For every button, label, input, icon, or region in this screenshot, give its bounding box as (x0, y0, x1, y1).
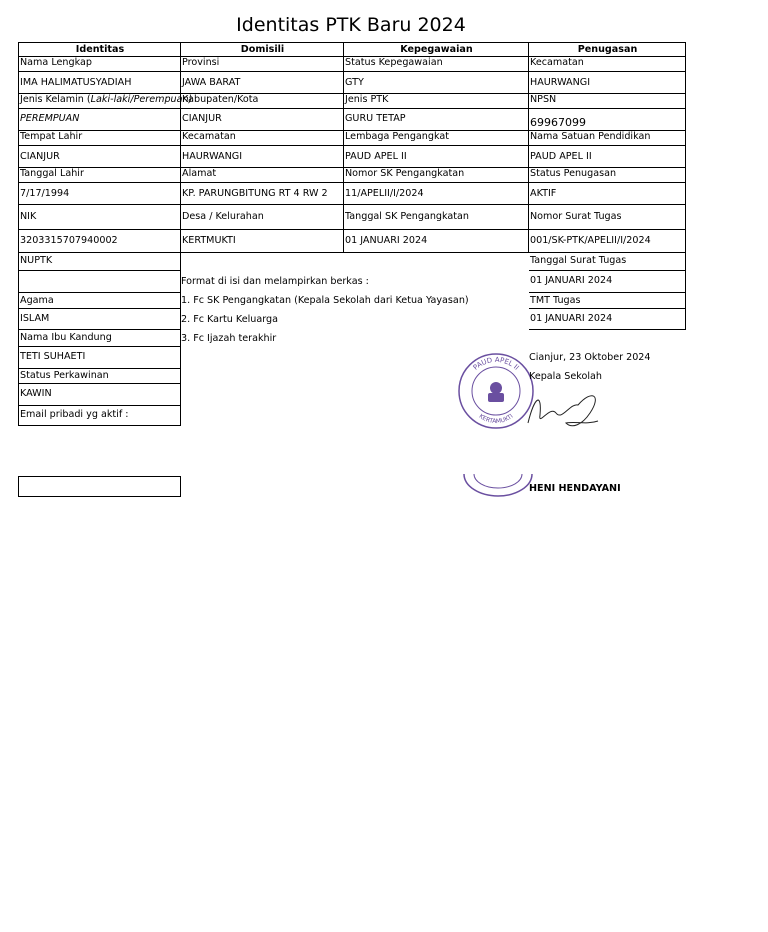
svg-text:PAUD APEL II: PAUD APEL II (471, 355, 521, 372)
value-nuptk (18, 271, 181, 293)
value-alamat: KP. PARUNGBITUNG RT 4 RW 2 (181, 183, 344, 205)
label-desa: Desa / Kelurahan (181, 205, 344, 230)
value-status-penugasan: AKTIF (529, 183, 686, 205)
value-provinsi: JAWA BARAT (181, 72, 344, 94)
label-agama: Agama (18, 293, 181, 309)
header-penugasan: Penugasan (529, 42, 686, 57)
label-nomor-sk: Nomor SK Pengangkatan (344, 168, 529, 183)
label-status-penugasan: Status Penugasan (529, 168, 686, 183)
value-kabupaten: CIANJUR (181, 109, 344, 131)
notes-item: 1. Fc SK Pengangkatan (Kepala Sekolah dari Ketua Yayasan) (181, 295, 469, 306)
value-satuan-pendidikan: PAUD APEL II (529, 146, 686, 168)
svg-text:KERTAMUKTI: KERTAMUKTI (477, 412, 515, 426)
stamp-lower-arc (462, 472, 534, 500)
label-tanggal-surat-tugas: Tanggal Surat Tugas (529, 253, 686, 271)
label-nik: NIK (18, 205, 181, 230)
value-lembaga: PAUD APEL II (344, 146, 529, 168)
label-status-perkawinan: Status Perkawinan (18, 369, 181, 384)
signature-name: HENI HENDAYANI (529, 483, 621, 494)
label-provinsi: Provinsi (181, 57, 344, 72)
label-alamat: Alamat (181, 168, 344, 183)
header-identitas: Identitas (18, 42, 181, 57)
notes-item: 2. Fc Kartu Keluarga (181, 314, 278, 325)
signature-role: Kepala Sekolah (529, 371, 602, 382)
value-status-kepegawaian: GTY (344, 72, 529, 94)
value-tmt-tugas: 01 JANUARI 2024 (529, 309, 686, 330)
label-kabupaten: Kabupaten/Kota (181, 94, 344, 109)
value-kecamatan-penugasan: HAURWANGI (529, 72, 686, 94)
signature-place-date: Cianjur, 23 Oktober 2024 (529, 352, 651, 363)
label-nuptk: NUPTK (18, 253, 181, 271)
label-lembaga: Lembaga Pengangkat (344, 131, 529, 146)
handwritten-signature (520, 385, 610, 435)
value-npsn: 69967099 (529, 109, 686, 131)
label-tanggal-lahir: Tanggal Lahir (18, 168, 181, 183)
page-title: Identitas PTK Baru 2024 (236, 14, 466, 36)
value-tanggal-surat-tugas: 01 JANUARI 2024 (529, 271, 686, 293)
value-desa: KERTMUKTI (181, 230, 344, 253)
value-tempat-lahir: CIANJUR (18, 146, 181, 168)
label-kecamatan-penugasan: Kecamatan (529, 57, 686, 72)
value-ibu-kandung: TETI SUHAETI (18, 347, 181, 369)
label-ibu-kandung: Nama Ibu Kandung (18, 330, 181, 347)
value-nomor-sk: 11/APELII/I/2024 (344, 183, 529, 205)
value-email (18, 476, 181, 497)
notes-heading: Format di isi dan melampirkan berkas : (181, 276, 369, 287)
label-email: Email pribadi yg aktif : (18, 406, 181, 426)
header-kepegawaian: Kepegawaian (344, 42, 529, 57)
label-jenis-kelamin: Jenis Kelamin (Laki-laki/Perempuan) (18, 94, 181, 109)
value-nomor-surat-tugas: 001/SK-PTK/APELII/I/2024 (529, 230, 686, 253)
header-domisili: Domisili (181, 42, 344, 57)
value-status-perkawinan: KAWIN (18, 384, 181, 406)
value-tanggal-lahir: 7/17/1994 (18, 183, 181, 205)
label-jenis-ptk: Jenis PTK (344, 94, 529, 109)
label-tempat-lahir: Tempat Lahir (18, 131, 181, 146)
label-satuan-pendidikan: Nama Satuan Pendidikan (529, 131, 686, 146)
label-kecamatan-domisili: Kecamatan (181, 131, 344, 146)
value-kecamatan-domisili: HAURWANGI (181, 146, 344, 168)
value-jenis-kelamin: PEREMPUAN (18, 109, 181, 131)
value-jenis-ptk: GURU TETAP (344, 109, 529, 131)
value-tanggal-sk: 01 JANUARI 2024 (344, 230, 529, 253)
label-status-kepegawaian: Status Kepegawaian (344, 57, 529, 72)
value-nik: 3203315707940002 (18, 230, 181, 253)
label-nama: Nama Lengkap (18, 57, 181, 72)
value-nama: IMA HALIMATUSYADIAH (18, 72, 181, 94)
value-agama: ISLAM (18, 309, 181, 330)
label-npsn: NPSN (529, 94, 686, 109)
label-tanggal-sk: Tanggal SK Pengangkatan (344, 205, 529, 230)
label-nomor-surat-tugas: Nomor Surat Tugas (529, 205, 686, 230)
label-tmt-tugas: TMT Tugas (529, 293, 686, 309)
notes-item: 3. Fc Ijazah terakhir (181, 333, 277, 344)
